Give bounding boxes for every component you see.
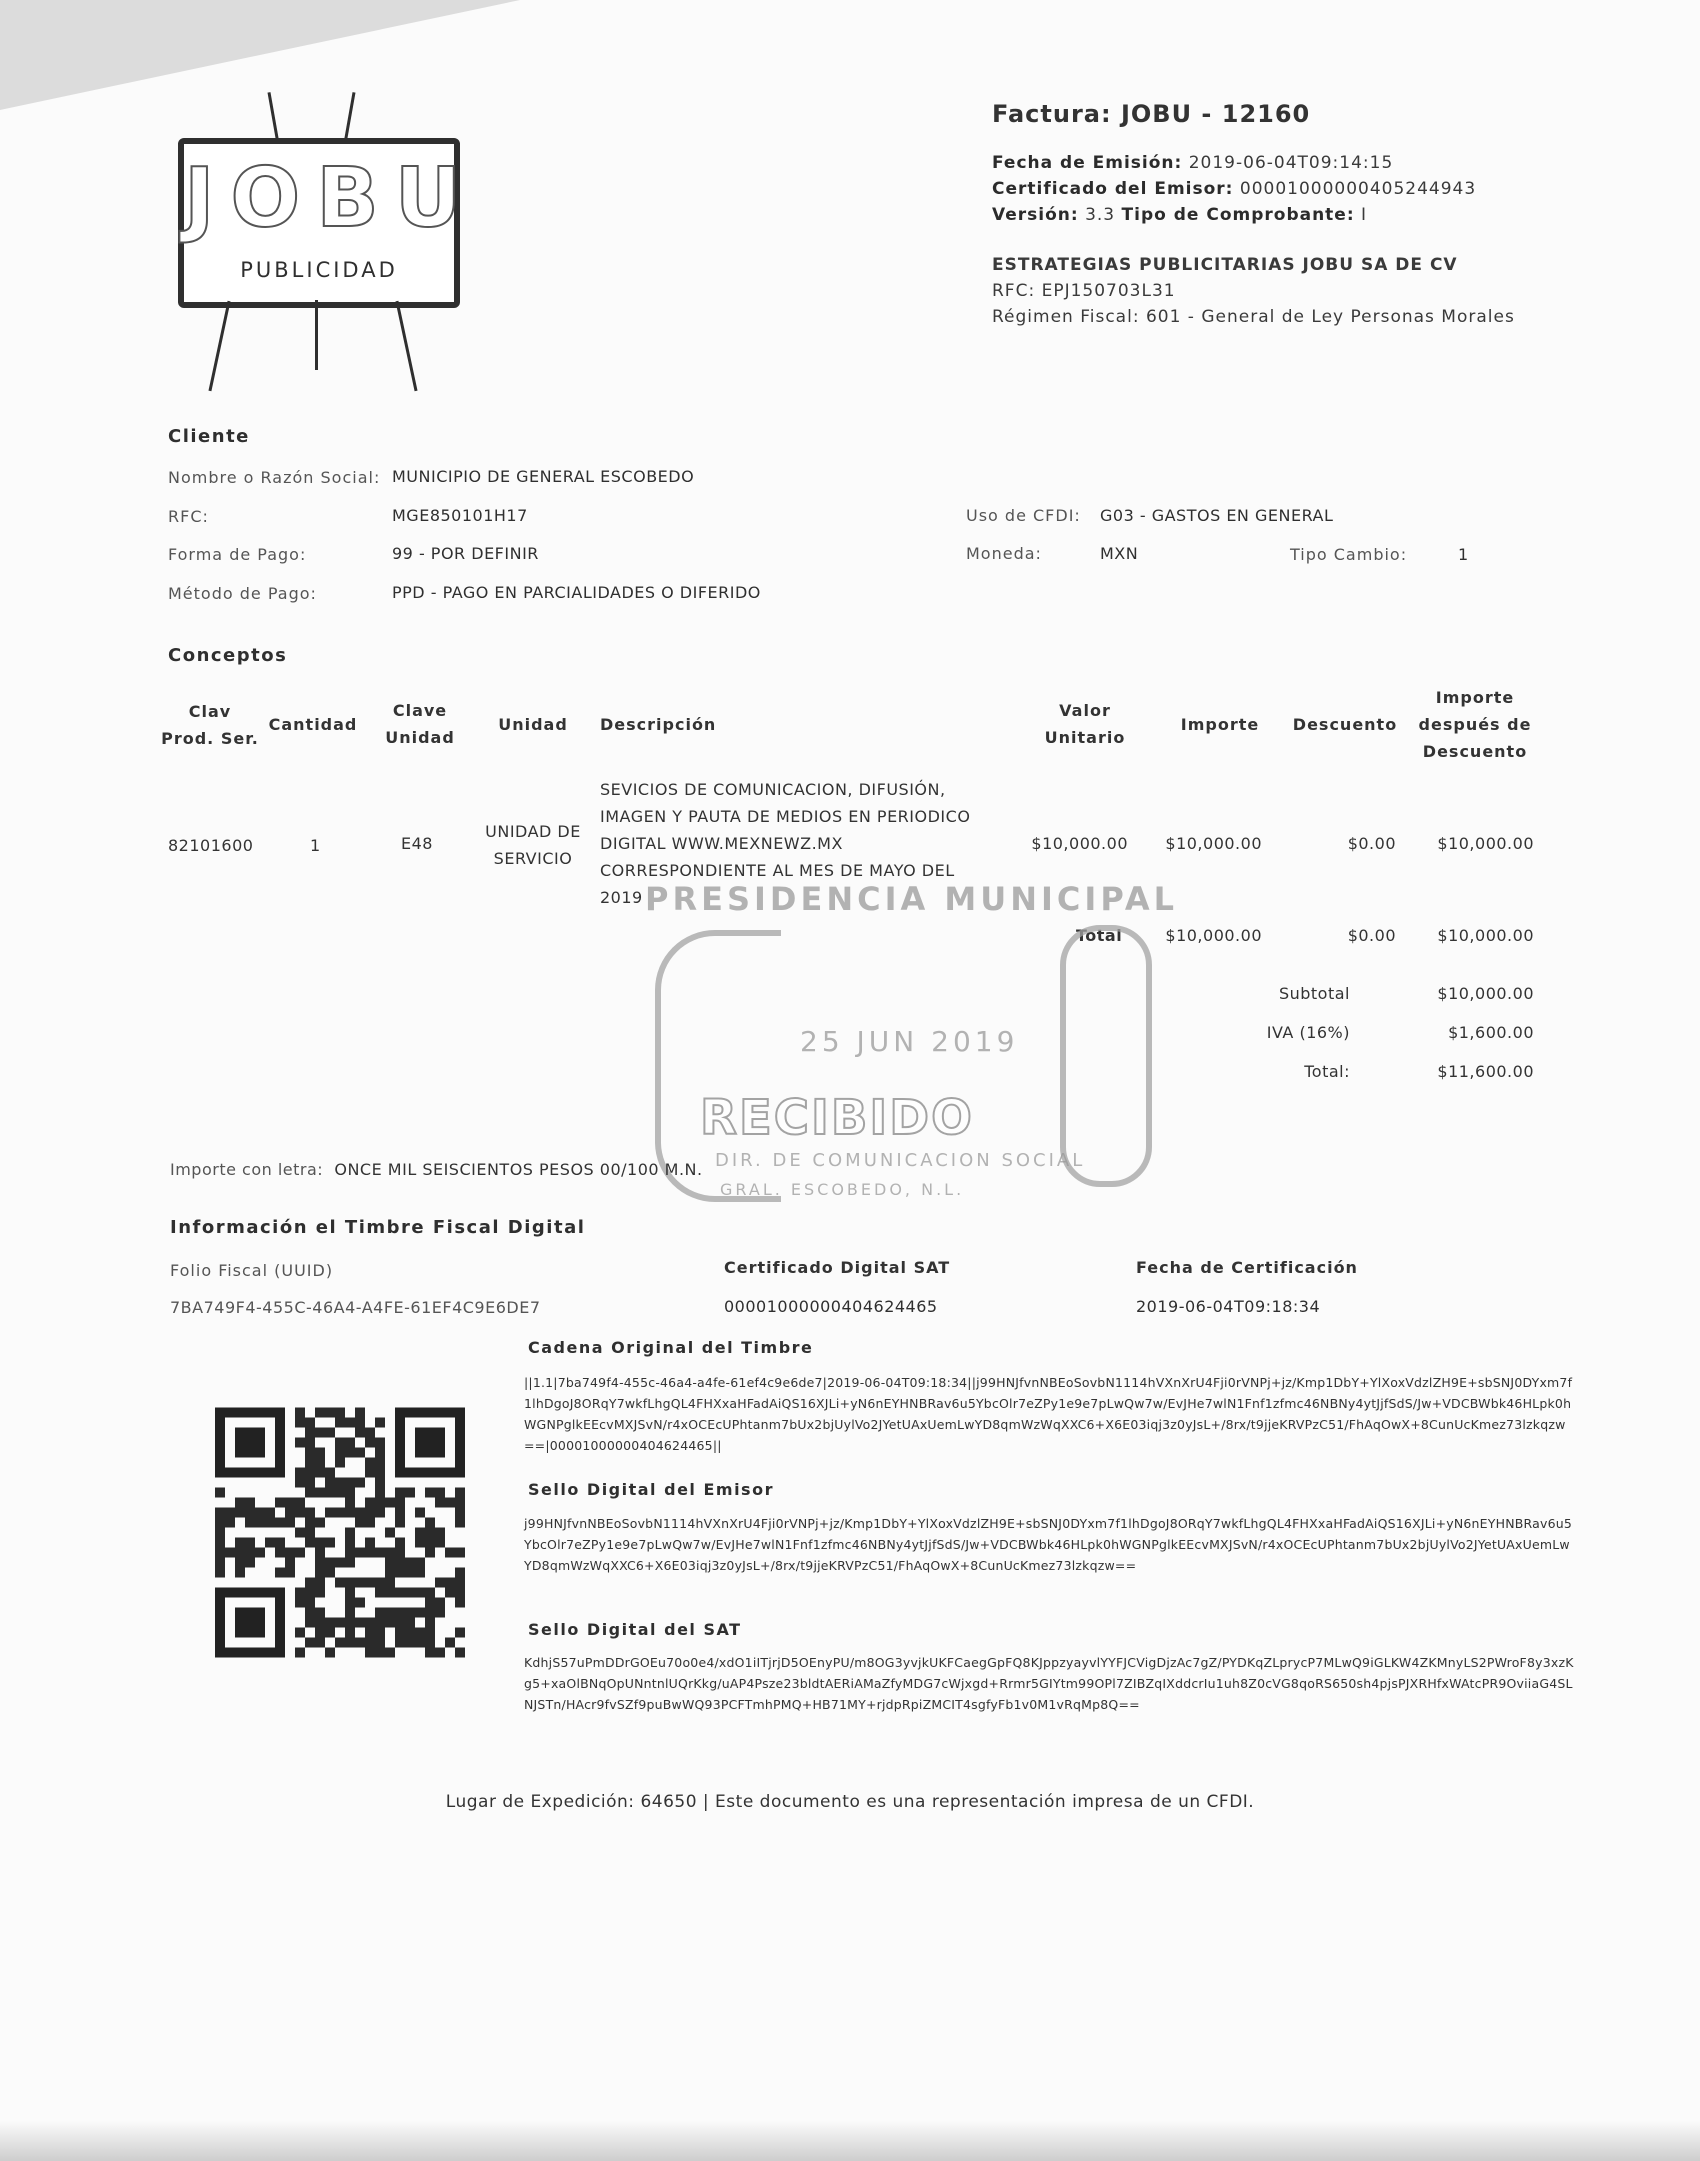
issuer-company: ESTRATEGIAS PUBLICITARIAS JOBU SA DE CV — [992, 255, 1458, 275]
sello-sat-label: Sello Digital del SAT — [528, 1620, 742, 1639]
subtotal-value: $10,000.00 — [1437, 984, 1534, 1003]
fecha-cert-label: Fecha de Certificación — [1136, 1258, 1358, 1277]
cert-sat-label: Certificado Digital SAT — [724, 1258, 951, 1277]
row-descripcion: SEVICIOS DE COMUNICACION, DIFUSIÓN, IMAGEN Y PAUTA DE MEDIOS EN PERIODICO DIGITAL WWW.MEXNEWZ.MX CORRESPONDIENTE AL MES DE MAYO DEL 2019 — [600, 780, 971, 907]
footer-expedition: Lugar de Expedición: 64650 | Este documento es una representación impresa de un CFDI. — [445, 1792, 1255, 1812]
qr-code — [215, 1405, 465, 1660]
col-importe-desc-header: Importe después de Descuento — [1418, 688, 1532, 761]
row-valor: $10,000.00 — [1031, 834, 1128, 853]
tipo-cambio-label: Tipo Cambio: — [1290, 545, 1408, 564]
row-clave: 82101600 — [168, 836, 254, 855]
moneda-label: Moneda: — [966, 544, 1042, 563]
concepts-total-descuento: $0.00 — [1347, 926, 1396, 945]
concepts-total-importe: $10,000.00 — [1165, 926, 1262, 945]
cadena-label: Cadena Original del Timbre — [528, 1338, 814, 1357]
row-clave-unidad: E48 — [401, 834, 433, 853]
uso-cfdi-label: Uso de CFDI: — [966, 506, 1081, 525]
row-cantidad: 1 — [310, 836, 321, 855]
cadena-value: ||1.1|7ba749f4-455c-46a4-a4fe-61ef4c9e6de7|2019-06-04T09:18:34||j99HNJfvnNBEoSovbN1114hVXnXrU4Fji0rVNPj+jz/Kmp1DbY+YlXoxVdzlZH9E+sbSNJ0DYxm7f1lhDgoJ8ORqY7wkfLhgQL4FHXxaHFadAiQS16XJLi+yN6nEYHNBRav6u5YbcOlr7eZPy1e9e7pLwQw7w/EvJHe7wlN1Fnf1zfmc46NBNy4ytJjfSdS/Jw+VDCBWbk46HLpk0hWGNPglkEEcvMXJSvN/r4xOCEcUPhtanm7bUx2bjUylVo2JYetUAxUemLwYD8qmWzWqXXC6+X6E03iqj3z0yJsL+/8rx/t9jjeKRVPzC51/FhAqOwX+8CunUcKmez73lzkqzw==|00001000000404624465|| — [524, 1375, 1573, 1453]
client-rfc-value: MGE850101H17 — [392, 506, 528, 525]
row-descuento: $0.00 — [1347, 834, 1396, 853]
forma-pago-value: 99 - POR DEFINIR — [392, 544, 539, 563]
col-clave-header: Clav Prod. Ser. — [161, 702, 259, 748]
row-importe: $10,000.00 — [1165, 834, 1262, 853]
grand-total-value: $11,600.00 — [1437, 1062, 1534, 1081]
col-cantidad-header: Cantidad — [268, 715, 358, 734]
sello-sat-value: KdhjS57uPmDDrGOEu70o0e4/xdO1iITjrjD5OEnyPU/m8OG3yvjkUKFCaegGpFQ8KJppzyayvlYYFJCVigDjzAc7gZ/PYDKqZLprycP7MLwQ9iGLKW4ZKMnyLS2PWroF8y3xzKg5+xaOlBNqOpUNntnlUQrKkg/uAP4Psze23bldtAERiAMaZfyMDG7cWjxgd+Rrmr5GIYtm99OPl7ZIBZqIXddcrIu1uh8Z0cVG8qoRS650sh4pjsPJXRHfxWAtcPR9OviiaG4SLNJSTn/HAcr9fvSZf9puBwWQ93PCFTmhPMQ+HB71MY+rjdpRpiZMCIT4sgfyFb1v0M1vRqMp8Q== — [524, 1655, 1574, 1712]
row-unidad: UNIDAD DE SERVICIO — [485, 822, 581, 868]
client-rfc-label: RFC: — [168, 507, 209, 526]
subtotal-label: Subtotal — [1278, 984, 1350, 1003]
sello-emisor-label: Sello Digital del Emisor — [528, 1480, 774, 1499]
concepts-total-importe-desc: $10,000.00 — [1437, 926, 1534, 945]
fecha-cert-value: 2019-06-04T09:18:34 — [1136, 1297, 1321, 1316]
concepts-total-label: Total — [1076, 926, 1123, 945]
scan-shadow — [0, 0, 520, 110]
col-clave-unidad-header: Clave Unidad — [385, 701, 455, 747]
col-descuento-header: Descuento — [1292, 715, 1398, 734]
forma-pago-label: Forma de Pago: — [168, 545, 307, 564]
issuer-certificate: Certificado del Emisor: 00001000000405244943 — [992, 179, 1477, 199]
sello-emisor-value: j99HNJfvnNBEoSovbN1114hVXnXrU4Fji0rVNPj+jz/Kmp1DbY+YlXoxVdzlZH9E+sbSNJ0DYxm7f1lhDgoJ8ORqY7wkfLhgQL4FHXxaHFadAiQS16XJLi+yN6nEYHNBRav6u5YbcOlr7eZPy1e9e7pLwQw7w/EvJHe7wlN1Fnf1zfmc46NBNy4ytJjfSdS/Jw+VDCBWbk46HLpk0hWGNPglkEEcvMXJSvN/r4xOCEcUPhtanm7bUx2bjUylVo2JYetUAxUemLwYD8qmWzWqXXC6+X6E03iqj3z0yJsL+/8rx/t9jjeKRVPzC51/FhAqOwX+8CunUcKmez73lzkqzw== — [524, 1516, 1573, 1573]
concepts-section-title: Conceptos — [168, 645, 288, 666]
scan-shadow-bottom — [0, 2121, 1700, 2161]
grand-total-label: Total: — [1304, 1062, 1350, 1081]
row-importe-desc: $10,000.00 — [1437, 834, 1534, 853]
client-name-label: Nombre o Razón Social: — [168, 468, 381, 487]
metodo-pago-value: PPD - PAGO EN PARCIALIDADES O DIFERIDO — [392, 583, 761, 602]
iva-label: IVA (16%) — [1266, 1023, 1350, 1042]
col-valor-header: Valor Unitario — [1044, 701, 1126, 747]
timbre-section-title: Información el Timbre Fiscal Digital — [170, 1217, 586, 1238]
client-section-title: Cliente — [168, 426, 250, 447]
cert-sat-value: 00001000000404624465 — [724, 1297, 938, 1316]
invoice-title: Factura: JOBU - 12160 — [992, 100, 1311, 128]
folio-label: Folio Fiscal (UUID) — [170, 1261, 334, 1280]
issue-date: Fecha de Emisión: 2019-06-04T09:14:15 — [992, 153, 1394, 173]
issuer-regime: Régimen Fiscal: 601 - General de Ley Personas Morales — [992, 307, 1515, 327]
folio-value: 7BA749F4-455C-46A4-A4FE-61EF4C9E6DE7 — [170, 1298, 541, 1317]
col-unidad-header: Unidad — [498, 715, 568, 734]
client-name-value: MUNICIPIO DE GENERAL ESCOBEDO — [392, 467, 695, 486]
metodo-pago-label: Método de Pago: — [168, 584, 317, 603]
col-importe-header: Importe — [1180, 715, 1260, 734]
col-descripcion-header: Descripción — [600, 715, 717, 734]
amount-in-words: Importe con letra: ONCE MIL SEISCIENTOS PESOS 00/100 M.N. — [170, 1160, 703, 1179]
uso-cfdi-value: G03 - GASTOS EN GENERAL — [1100, 506, 1334, 525]
moneda-value: MXN — [1100, 544, 1139, 563]
version-type: Versión: 3.3 Tipo de Comprobante: I — [992, 205, 1368, 225]
issuer-rfc: RFC: EPJ150703L31 — [992, 281, 1176, 301]
iva-value: $1,600.00 — [1448, 1023, 1534, 1042]
tipo-cambio-value: 1 — [1458, 545, 1469, 564]
